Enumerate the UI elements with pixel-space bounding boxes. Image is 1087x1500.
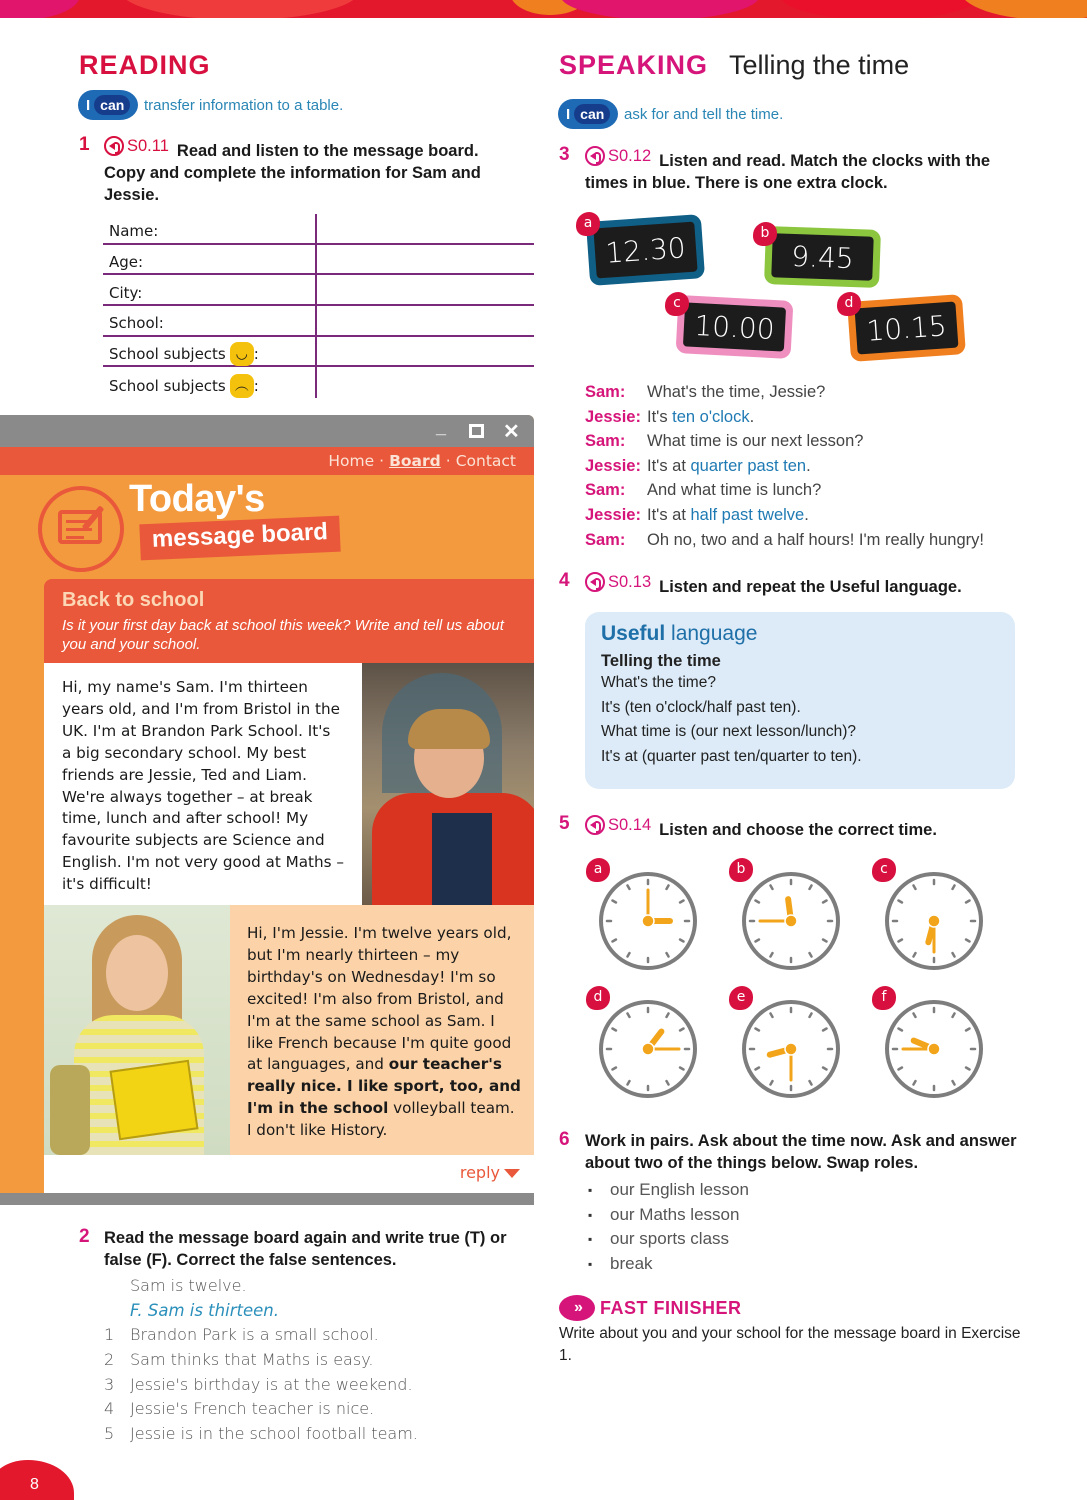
nav-home-link[interactable]: Home (328, 452, 375, 470)
list-item: ▪ break (588, 1253, 653, 1273)
digital-clock-c (676, 295, 794, 359)
dialogue-line: Jessie: It's at quarter past ten. (585, 456, 811, 475)
analog-clock-c (879, 866, 989, 976)
clock-tick (667, 1013, 669, 1016)
ican-badge: I can (78, 90, 138, 120)
audio-track-s0-13[interactable]: S0.13 (585, 571, 651, 593)
exercise-6-number: 6 (559, 1129, 570, 1150)
clock-tick (810, 1013, 812, 1016)
exercise-3-instruction: S0.12 Listen and read. Match the clocks with the times in blue. There is one extra clock. (585, 147, 991, 192)
audio-track-s0-14[interactable]: S0.14 (585, 814, 651, 836)
clock-tick (771, 953, 773, 956)
window-titlebar (0, 415, 534, 447)
clock-tick (898, 1029, 901, 1031)
speaking-ican-objective (558, 99, 783, 129)
analog-clock-e (736, 994, 846, 1104)
table-answer-cell[interactable] (317, 367, 534, 398)
speaker-icon (104, 136, 124, 156)
clock-tick (823, 940, 826, 942)
clock-hub (928, 915, 940, 927)
clock-tick (966, 940, 969, 942)
sam-post-text: Hi, my name's Sam. I'm thirteen years old, and I'm from Bristol in the UK. I'm at Brandon Park School. It's a big secondary school. My best friends are Jessie, Ted and Liam. We're always together – at break time, lunch and after school! My favourite subjects are Science and English. I'm not very good at Maths – it's difficult! (44, 663, 362, 905)
table-answer-cell[interactable] (317, 214, 534, 243)
clock-hub (642, 1043, 654, 1055)
clock-tick (612, 901, 615, 903)
digital-clock-time: 9.45 (771, 233, 873, 280)
clock-tick (953, 885, 955, 888)
useful-language-box (585, 612, 1015, 789)
dialogue-line: Sam: What's the time, Jessie? (585, 383, 826, 401)
clock-tick (755, 1029, 758, 1031)
useful-language-title: Useful language (601, 622, 758, 645)
happy-face-icon: ◡ (230, 342, 254, 366)
clock-tick (680, 940, 683, 942)
exercise-4-instruction: S0.13 Listen and repeat the Useful language. (585, 571, 1025, 598)
clock-tick (953, 1013, 955, 1016)
table-row: School subjects ◡ : (103, 337, 534, 368)
reply-link[interactable]: reply (460, 1163, 520, 1182)
clock-tick (914, 953, 916, 956)
clock-label-tag: b (729, 858, 753, 882)
speaking-heading: SPEAKING (559, 50, 709, 80)
clock-tick (771, 885, 773, 888)
nav-board-link[interactable]: Board (389, 452, 441, 470)
table-row: School: (103, 306, 534, 337)
audio-track-s0-11[interactable]: S0.11 (104, 135, 169, 157)
clock-label-tag: f (872, 986, 896, 1010)
audio-track-s0-12[interactable]: S0.12 (585, 145, 651, 167)
fast-finisher-heading: » FAST FINISHER (559, 1295, 742, 1321)
useful-language-line: What time is (our next lesson/lunch)? (601, 723, 856, 740)
useful-language-line: What's the time? (601, 674, 716, 691)
clock-tick (680, 1029, 683, 1031)
exercise-2-example-answer: F. Sam is thirteen. (130, 1300, 279, 1320)
clock-tick (755, 940, 758, 942)
useful-language-line: It's (ten o'clock/half past ten). (601, 698, 801, 716)
clock-tick (628, 1013, 630, 1016)
clock-tick (810, 1081, 812, 1084)
exercise-6-list (588, 1178, 749, 1276)
digital-clock-time: 10.15 (855, 302, 959, 355)
page-number: 8 (30, 1476, 39, 1493)
clock-tick (953, 1081, 955, 1084)
analog-clock-b (736, 866, 846, 976)
post-title: Back to school (62, 589, 205, 611)
clock-hub (928, 1043, 940, 1055)
clock-tick (667, 1081, 669, 1084)
dialogue-line: Jessie: It's at half past twelve. (585, 505, 809, 524)
exercise-2-example: Sam is twelve. (130, 1276, 247, 1295)
table-answer-cell[interactable] (317, 306, 534, 335)
clock-tick (628, 953, 630, 956)
clock-tick (898, 1068, 901, 1070)
message-board-logo-icon (38, 486, 124, 572)
digital-clock-time: 10.00 (683, 302, 786, 351)
exercise-4-number: 4 (559, 570, 570, 591)
useful-language-subtitle: Telling the time (601, 652, 721, 670)
clock-tick (898, 940, 901, 942)
clock-tick (680, 1068, 683, 1070)
exercise-5-number: 5 (559, 813, 570, 834)
minimize-button[interactable]: _ (436, 417, 447, 437)
board-title-message-board: message board (139, 516, 340, 561)
clock-tick (823, 1068, 826, 1070)
digital-clock-b (764, 226, 881, 288)
board-title-today: Today's (129, 478, 265, 520)
post-header (44, 579, 534, 663)
clock-label-tag: e (729, 986, 753, 1010)
clock-tick (612, 940, 615, 942)
clock-hub (642, 915, 654, 927)
clock-tick (667, 953, 669, 956)
dialogue (585, 380, 984, 552)
caret-down-icon (504, 1169, 520, 1178)
top-decorative-band (0, 0, 1087, 18)
table-row: City: (103, 275, 534, 306)
clock-hub (785, 1043, 797, 1055)
clock-tick (667, 885, 669, 888)
table-answer-cell[interactable] (317, 245, 534, 274)
speaker-icon (585, 146, 605, 166)
useful-language-line: It's at (quarter past ten/quarter to ten). (601, 747, 862, 765)
clock-tick (966, 1068, 969, 1070)
dialogue-line: Sam: Oh no, two and a half hours! I'm really hungry! (585, 530, 984, 549)
exercise-2-list (104, 1276, 418, 1449)
list-item: ▪ our Maths lesson (588, 1204, 740, 1224)
clock-tick (755, 1068, 758, 1070)
exercise-1-instruction: S0.11 Read and listen to the message board. Copy and complete the information for Sam and Jessie. (104, 137, 481, 204)
clock-label-tag: c (665, 292, 689, 316)
sam-photo (362, 663, 534, 905)
clock-label-tag: a (576, 212, 600, 236)
list-item: 2 Sam thinks that Maths is easy. (104, 1350, 374, 1370)
clock-label-tag: b (753, 222, 777, 246)
speaking-subtitle: Telling the time (729, 50, 910, 80)
clock-tick (628, 885, 630, 888)
clock-tick (755, 901, 758, 903)
clock-tick (823, 901, 826, 903)
exercise-6-instruction: Work in pairs. Ask about the time now. Ask and answer about two of the things below. Swap roles. (585, 1132, 1017, 1172)
maximize-button[interactable] (469, 424, 484, 438)
digital-clock-time: 12.30 (593, 222, 697, 279)
reading-heading: READING (79, 50, 211, 80)
analog-clock-a (593, 866, 703, 976)
dialogue-line: Sam: What time is our next lesson? (585, 432, 864, 451)
list-item: ▪ our sports class (588, 1229, 730, 1248)
clock-tick (898, 901, 901, 903)
clock-tick (771, 1081, 773, 1084)
info-table (103, 214, 534, 398)
exercise-2-number: 2 (79, 1226, 90, 1247)
exercise-1-number: 1 (79, 134, 90, 155)
reply-bar (44, 1155, 534, 1193)
post-question: Is it your first day back at school this week? Write and tell us about you and your school. (62, 617, 504, 653)
site-nav: Home · Board · Contact (0, 447, 534, 475)
ican-text: transfer information to a table. (144, 96, 344, 114)
ican-badge: I can (558, 99, 618, 129)
clock-label-tag: d (586, 986, 610, 1010)
clock-tick (953, 953, 955, 956)
digital-clock-a (586, 214, 705, 286)
digital-clock-d (847, 294, 966, 362)
fast-finisher-text: Write about you and your school for the message board in Exercise 1. (559, 1325, 1021, 1364)
clock-tick (810, 953, 812, 956)
dialogue-line: Sam: And what time is lunch? (585, 481, 822, 500)
reading-ican-objective (78, 90, 343, 120)
dialogue-line: Jessie: It's ten o'clock. (585, 407, 755, 426)
table-row: School subjects ︵ : (103, 367, 534, 398)
fast-forward-icon: » (559, 1295, 595, 1321)
clock-tick (966, 1029, 969, 1031)
clock-label-tag: c (872, 858, 896, 882)
analog-clock-f (879, 994, 989, 1104)
clock-tick (680, 901, 683, 903)
exercise-3-number: 3 (559, 144, 570, 165)
table-answer-cell[interactable] (317, 275, 534, 304)
jessie-photo (44, 905, 230, 1155)
ican-text: ask for and tell the time. (624, 105, 784, 123)
clock-tick (810, 885, 812, 888)
exercise-2-instruction: Read the message board again and write true (T) or false (F). Correct the false sentences. (104, 1229, 507, 1269)
speaker-icon (585, 815, 605, 835)
nav-contact-link[interactable]: Contact (455, 452, 516, 470)
clock-tick (771, 1013, 773, 1016)
table-answer-cell[interactable] (317, 337, 534, 366)
list-item: 4 Jessie's French teacher is nice. (104, 1399, 375, 1419)
jessie-post-text: Hi, I'm Jessie. I'm twelve years old, but I'm nearly thirteen – my birthday's on Wednesday! I'm so excited! I'm also from Bristol, and I'm at the same school as Sam. I like French because I'm quite good at languages, and our teacher's really nice. I like sport, too, and I'm in the school volleyball team. I don't like History. (230, 905, 534, 1155)
clock-tick (612, 1068, 615, 1070)
clock-tick (914, 1081, 916, 1084)
clock-label-tag: a (586, 858, 610, 882)
exercise-5-instruction: S0.14 Listen and choose the correct time. (585, 814, 1025, 841)
table-row: Age: (103, 245, 534, 276)
clock-hub (785, 915, 797, 927)
clock-tick (628, 1081, 630, 1084)
analog-clock-d (593, 994, 703, 1104)
speaker-icon (585, 572, 605, 592)
clock-tick (612, 1029, 615, 1031)
list-item: 5 Jessie is in the school football team. (104, 1424, 418, 1444)
clock-tick (966, 901, 969, 903)
close-button[interactable]: ✕ (503, 421, 520, 443)
list-item: 1 Brandon Park is a small school. (104, 1325, 379, 1345)
clock-tick (914, 1013, 916, 1016)
clock-label-tag: d (837, 292, 861, 316)
list-item: ▪ our English lesson (588, 1180, 749, 1199)
sad-face-icon: ︵ (230, 374, 254, 398)
clock-tick (823, 1029, 826, 1031)
clock-tick (914, 885, 916, 888)
table-row: Name: (103, 214, 534, 245)
window-bottom-bar (0, 1193, 534, 1205)
list-item: 3 Jessie's birthday is at the weekend. (104, 1374, 413, 1394)
